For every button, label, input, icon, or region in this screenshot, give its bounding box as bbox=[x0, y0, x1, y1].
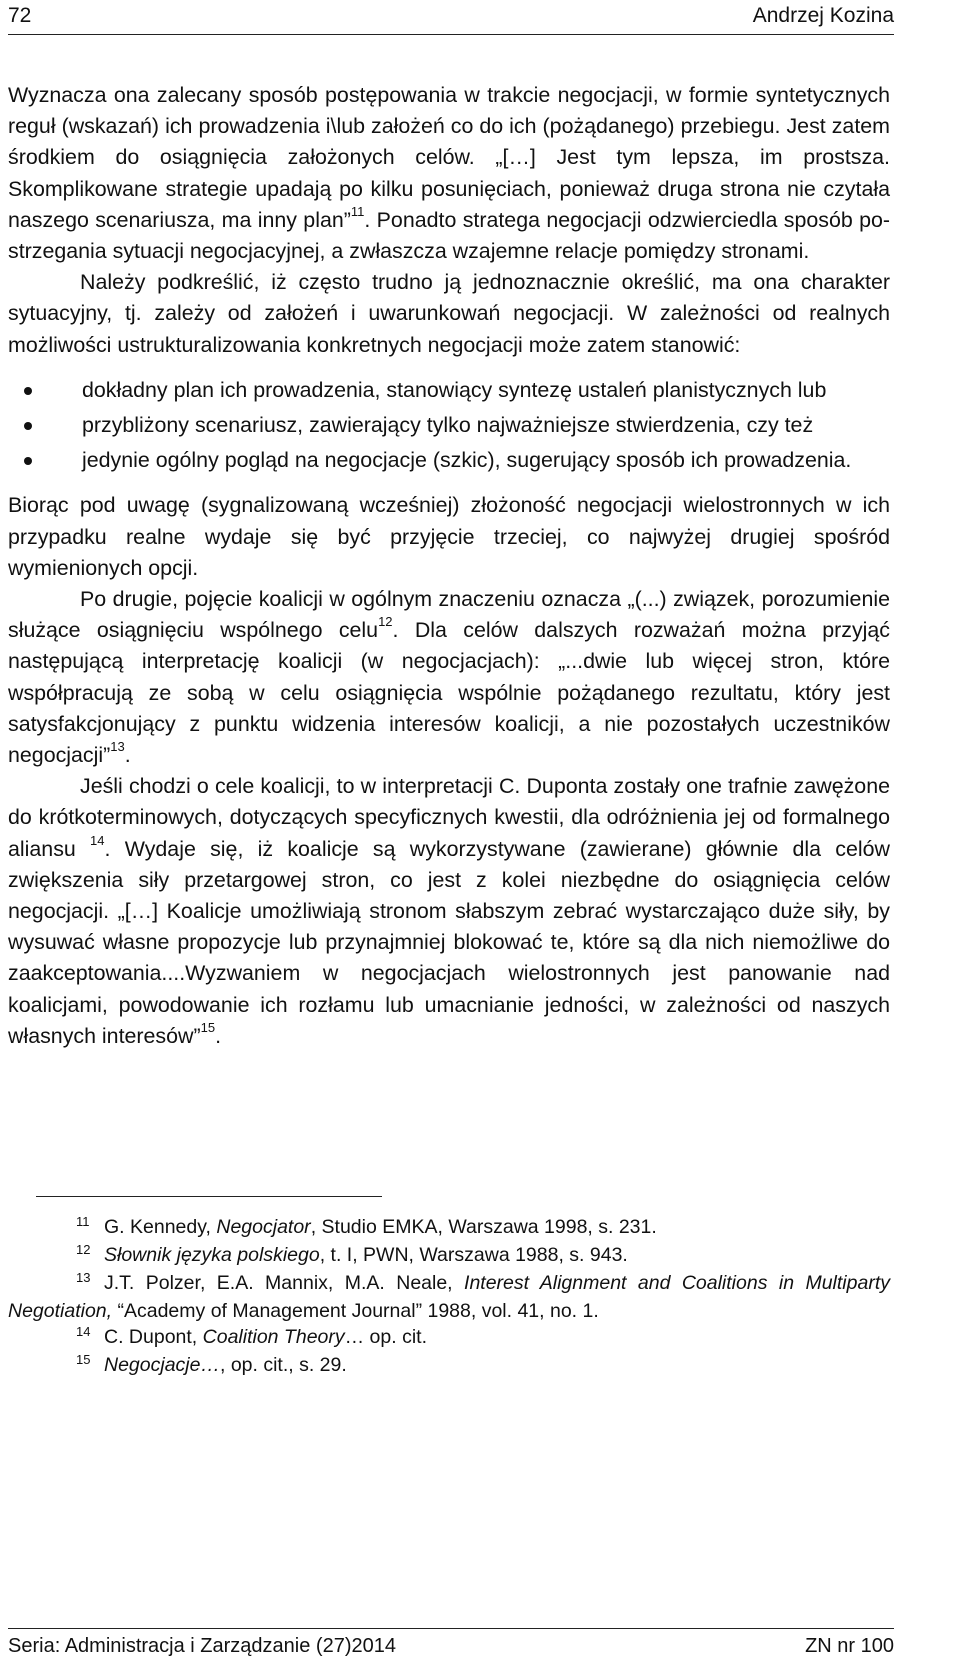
page-number: 72 bbox=[8, 4, 32, 27]
paragraph-1-text-cont: . Ponadto stratega negocjacji odzwierciedla sposób po-strzegania sytuacji negocjacyjnej, a zwłaszcza wzajemne relacje pomiędzy stronami. bbox=[8, 207, 890, 264]
paragraph-4-end: . bbox=[124, 743, 131, 768]
paragraph-1-text: Wyznacza ona zalecany sposób postępowania w trakcie negocjacji, w formie syntetycznych reguł (wskazań) ich prowadzenia i\lub założeń co do ich (pożądanego) przebiegu. Jest zatem środkiem do osiągnięcia założonych celów. „[…] Jest tym lepsza, im prostsza. Skomplikowane strategie upadają po kilku posunięciach, ponieważ druga strona nie czytała naszego scenariusza, ma inny plan” bbox=[8, 83, 890, 232]
footnote-ref-15: 15 bbox=[200, 1019, 216, 1035]
footnote-title: Negocjator bbox=[216, 1216, 311, 1238]
footnote-number: 14 bbox=[76, 1324, 91, 1339]
bullet-icon bbox=[24, 457, 32, 465]
footnote-ref-13: 13 bbox=[110, 738, 125, 754]
running-head-author: Andrzej Kozina bbox=[752, 4, 894, 27]
footnote-number: 12 bbox=[76, 1242, 91, 1257]
footnote-divider bbox=[36, 1196, 382, 1197]
footnote-text: J.T. Polzer, E.A. Mannix, M.A. Neale, bbox=[104, 1272, 465, 1294]
list-item bbox=[8, 375, 890, 406]
paragraph-5-text-cont: . Wydaje się, iż koalicje są wykorzystywane (zawierane) głównie dla celów zwiększenia siły przetargowej stron, co jest z kolei niezbędne do osiągnięcia celów negocjacji. „[…] Koalicje umożliwiają stronom słabszym zebrać wystarczająco duże siły, by wysuwać własne propozycje lub przynajmniej blokować te, które są dla nich niemożliwe do zaakceptowania....Wyzwaniem w negocjacjach wielostronnych jest panowanie nad koalicjami, powodowanie ich rozłamu lub umacnianie jedności, w zależności od naszych własnych interesów” bbox=[8, 836, 890, 1048]
paragraph-4-text-cont: . Dla celów dalszych rozważań można przyjąć następującą interpretację koalicji (w negocjacjach): „...dwie lub więcej stron, które współpracują ze sobą w celu osiągnięcia wspólnie pożądanego rezultatu, który jest satysfakcjonujący z punktu widzenia interesów koalicji, a nie pozostałych uczestników negocjacji” bbox=[8, 618, 890, 768]
footnote-text: “Academy of Management Journal” 1988, vol. 41, no. 1. bbox=[112, 1300, 599, 1322]
footnote-15 bbox=[8, 1352, 890, 1380]
page-header bbox=[8, 4, 894, 35]
paragraph-4 bbox=[8, 584, 890, 771]
footnote-text: G. Kennedy, bbox=[104, 1216, 217, 1238]
footnote-title: Negocjacje… bbox=[104, 1354, 220, 1376]
paragraph-1 bbox=[8, 80, 890, 267]
footnote-ref-14: 14 bbox=[90, 832, 105, 848]
main-text bbox=[8, 80, 890, 1052]
bullet-list bbox=[8, 375, 890, 477]
issue-number: ZN nr 100 bbox=[805, 1635, 894, 1657]
list-item bbox=[8, 445, 890, 476]
footnote-text: , op. cit., s. 29. bbox=[219, 1354, 347, 1376]
paragraph-2: Należy podkreślić, iż często trudno ją jednoznacznie określić, ma ona charakter sytuacyjny, tj. zależy od założeń i uwarunkowań negocjacji. W zależności od realnych możliwości ustrukturalizowania konkretnych negocjacji może zatem stanowić: bbox=[8, 270, 890, 357]
footnote-number: 11 bbox=[76, 1214, 90, 1229]
list-item-text: dokładny plan ich prowadzenia, stanowiący syntezę ustaleń planistycznych lub bbox=[82, 377, 827, 402]
list-item bbox=[8, 410, 890, 441]
footnote-ref-11: 11 bbox=[350, 203, 365, 219]
footnote-11 bbox=[8, 1214, 890, 1242]
footnotes bbox=[8, 1214, 890, 1380]
footnote-ref-12: 12 bbox=[378, 614, 393, 630]
footnote-title: Słownik języka polskiego bbox=[104, 1244, 320, 1266]
paragraph-5-end: . bbox=[215, 1023, 222, 1048]
bullet-icon bbox=[24, 422, 32, 430]
footnote-title: Coalition Theory bbox=[202, 1326, 345, 1348]
footnote-text: … op. cit. bbox=[344, 1326, 427, 1348]
footnote-number: 15 bbox=[76, 1352, 91, 1367]
paragraph-5 bbox=[8, 771, 890, 1052]
footnote-13 bbox=[8, 1270, 890, 1324]
footnote-text: , Studio EMKA, Warszawa 1998, s. 231. bbox=[310, 1216, 657, 1238]
paragraph-3: Biorąc pod uwagę (sygnalizowaną wcześniej) złożoność negocjacji wielostronnych w ich przypadku realne wydaje się być przyjęcie trzeciej, co najwyżej drugiej spośród wymienionych opcji. bbox=[8, 493, 890, 580]
series-info: Seria: Administracja i Zarządzanie (27)2014 bbox=[8, 1635, 396, 1657]
list-item-text: przybliżony scenariusz, zawierający tylko najważniejsze stwierdzenia, czy też bbox=[82, 413, 814, 438]
footnote-text: C. Dupont, bbox=[104, 1326, 203, 1348]
paragraph-4-text: Po drugie, pojęcie koalicji w ogólnym znaczeniu oznacza „(...) związek, porozumienie służące osiągnięciu wspólnego celu bbox=[8, 587, 890, 643]
page-footer bbox=[8, 1628, 894, 1658]
footnote-14 bbox=[8, 1324, 890, 1352]
footnote-number: 13 bbox=[76, 1270, 91, 1285]
bullet-icon bbox=[24, 387, 32, 395]
paragraph-5-text: Jeśli chodzi o cele koalicji, to w interpretacji C. Duponta zostały one trafnie zawężone do krótkoterminowych, dotyczących specyficznych kwestii, dla odróżnienia jej od formalnego aliansu bbox=[8, 774, 890, 861]
footnote-title: Interest Alignment and Coalitions in Multiparty Negotiation, bbox=[8, 1272, 890, 1322]
list-item-text: jedynie ogólny pogląd na negocjacje (szkic), sugerujący sposób ich prowadzenia. bbox=[82, 448, 852, 473]
footnote-12 bbox=[8, 1242, 890, 1270]
footnote-text: , t. I, PWN, Warszawa 1988, s. 943. bbox=[319, 1244, 628, 1266]
